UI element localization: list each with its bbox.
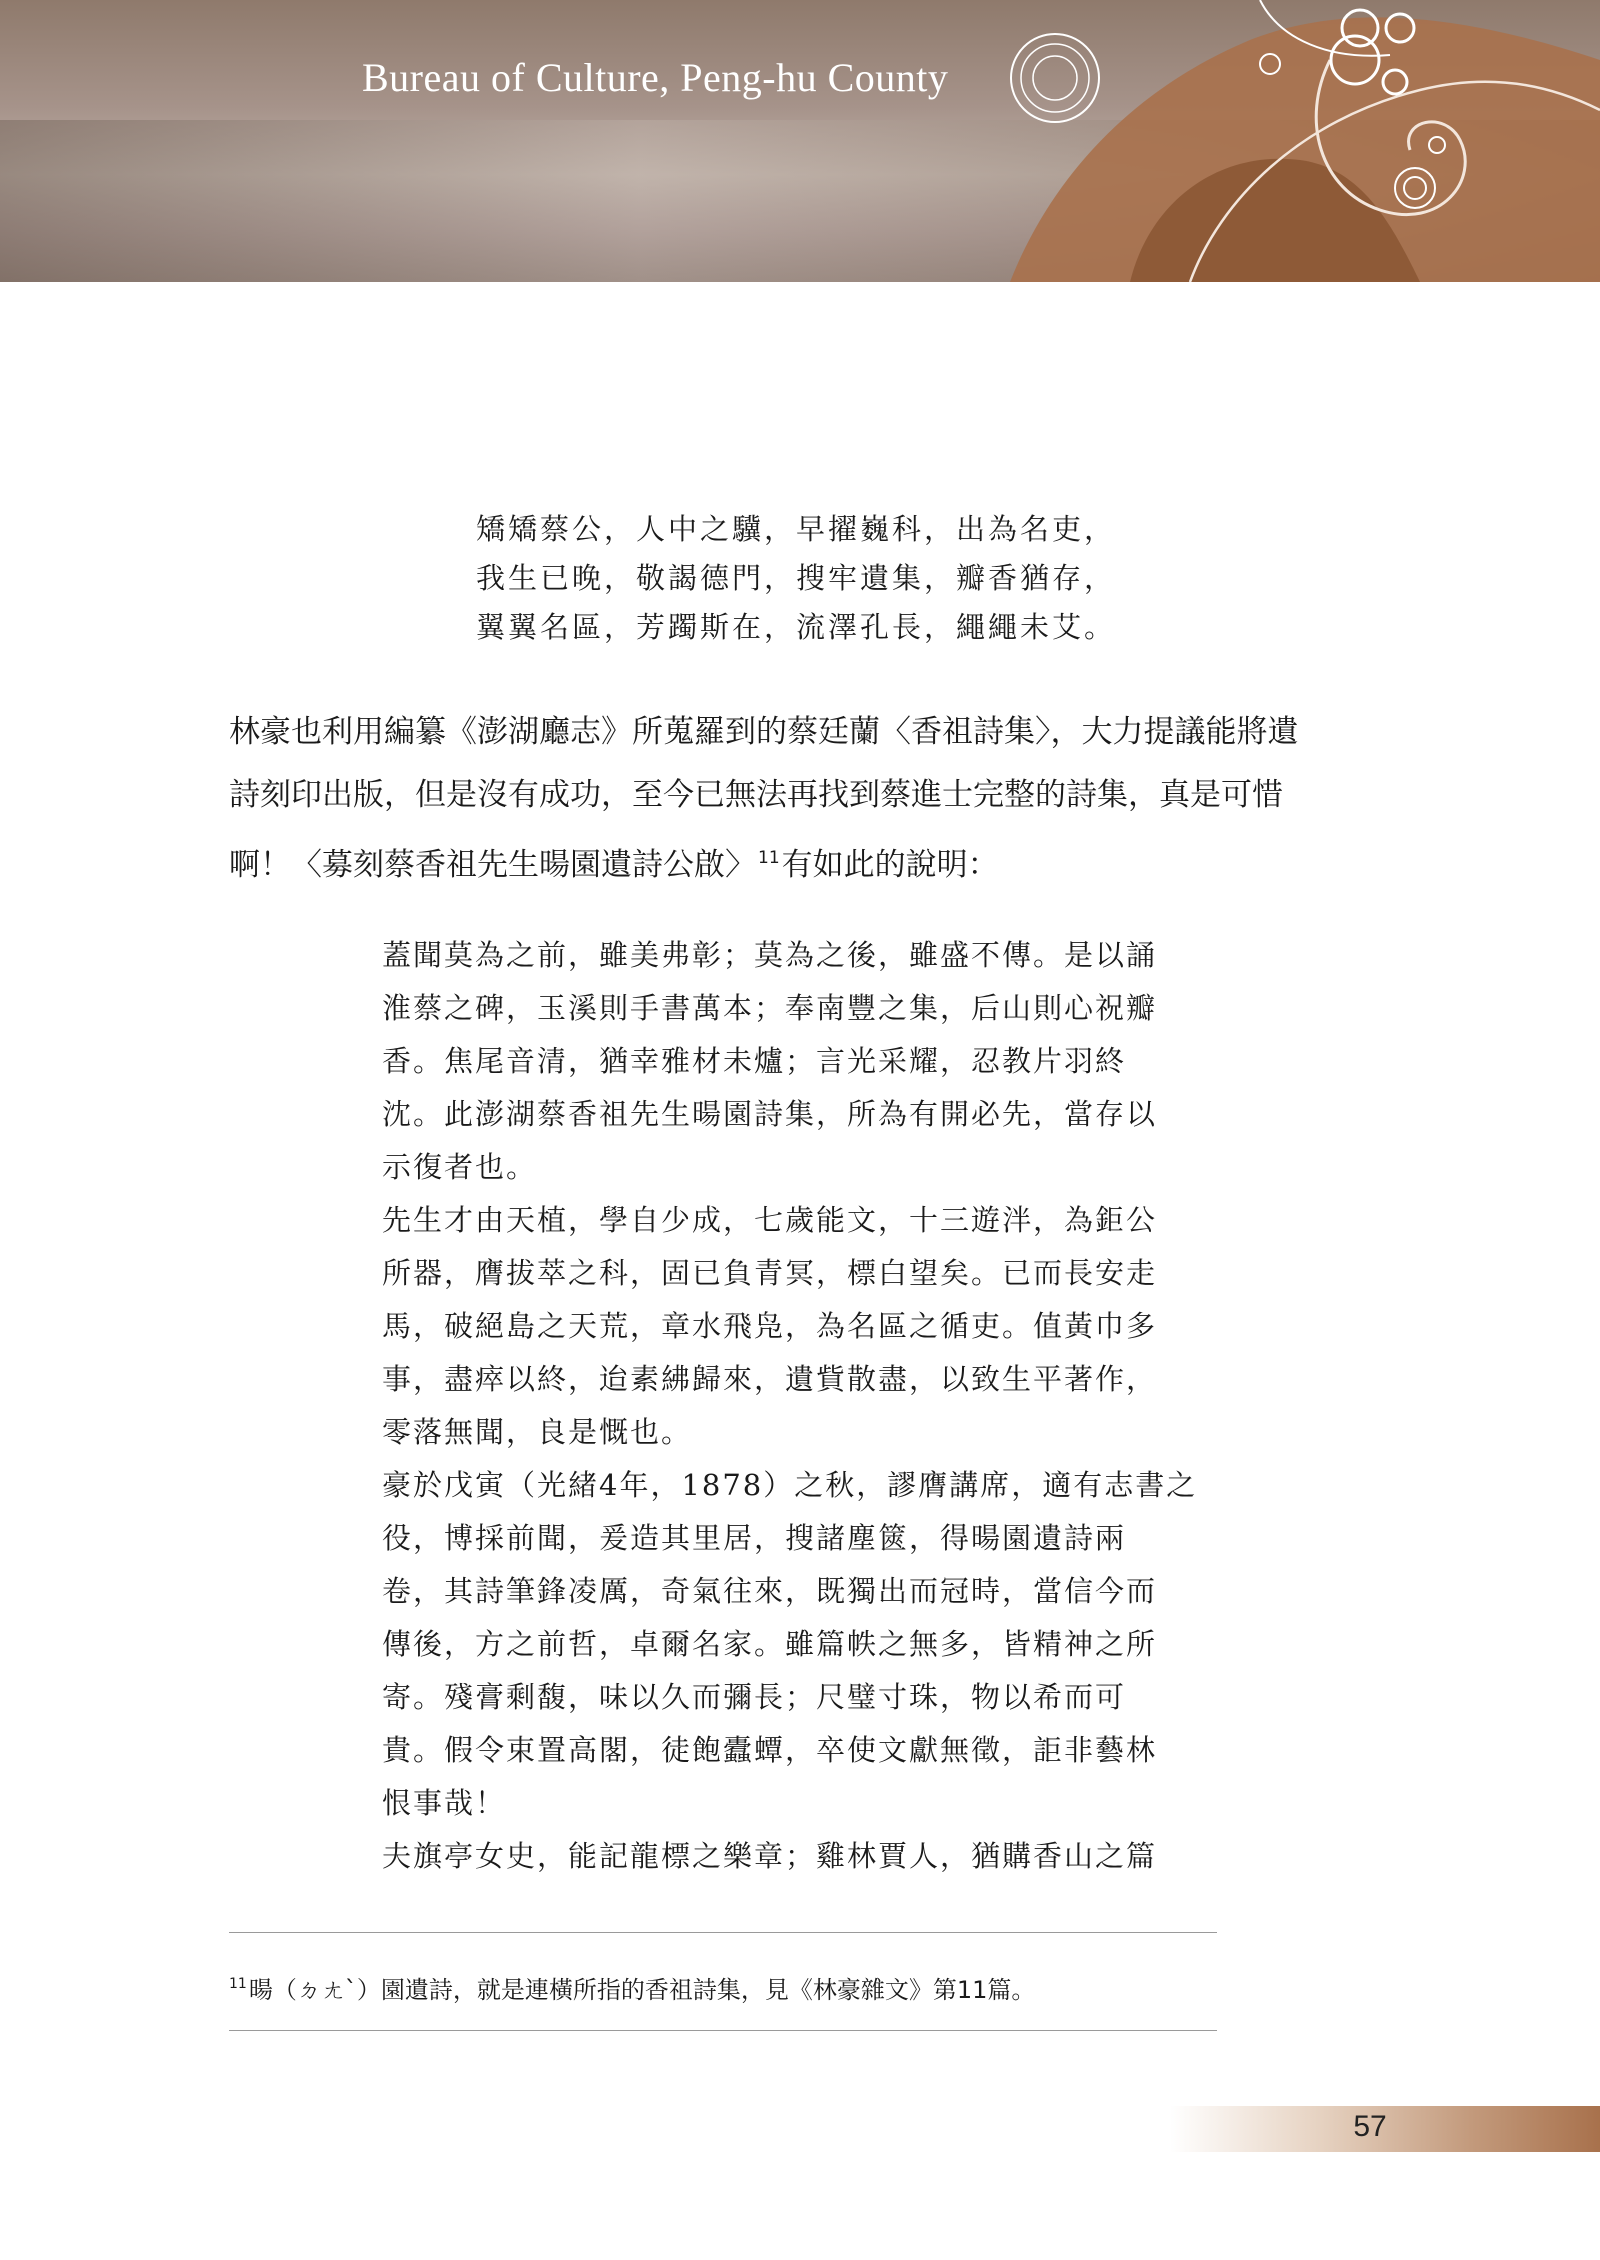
quote-line: 傳後，方之前哲，卓爾名家。雖篇帙之無多，皆精神之所 <box>382 1627 1158 1661</box>
quote-line: 恨事哉！ <box>382 1786 507 1820</box>
header-title: Bureau of Culture, Peng-hu County <box>362 55 949 100</box>
footnote-ref[interactable]: 11 <box>758 848 780 868</box>
quote-line: 香。焦尾音清，猶幸雅材未爐；言光采耀，忍教片羽終 <box>382 1044 1127 1078</box>
body-line: 林豪也利用編纂《澎湖廳志》所蒐羅到的蔡廷蘭〈香祖詩集〉，大力提議能將遺 <box>229 714 1299 750</box>
body-line: 詩刻印出版，但是沒有成功，至今已無法再找到蔡進士完整的詩集，真是可惜 <box>229 777 1283 813</box>
header-swirl-decoration <box>0 0 1600 282</box>
quote-line: 示復者也。 <box>382 1150 538 1184</box>
quote-line: 蓋聞莫為之前，雖美弗彰；莫為之後，雖盛不傳。是以誦 <box>382 938 1158 972</box>
footnote-number: 11 <box>229 1976 247 1992</box>
body-paragraph <box>229 701 1379 897</box>
body-line-text: 啊！〈募刻蔡香祖先生暘園遺詩公啟〉 <box>229 847 756 883</box>
page-header <box>0 0 1600 282</box>
footnote-text: 暘（ㄉㄤˋ）園遺詩，就是連橫所指的香祖詩集，見《林豪雜文》第11篇。 <box>248 1976 1036 2004</box>
quote-line: 馬，破絕島之天荒，章水飛凫，為名區之循吏。值黃巾多 <box>382 1309 1158 1343</box>
quote-block <box>382 929 1197 1883</box>
quote-line: 役，博採前聞，爰造其里居，搜諸塵篋，得暘園遺詩兩 <box>382 1521 1127 1555</box>
body-line <box>229 827 1379 897</box>
quote-line: 豪於戊寅（光緒4年，1878）之秋，謬膺講席，適有志書之 <box>382 1468 1198 1502</box>
quote-line: 卷，其詩筆鋒凌厲，奇氣往來，既獨出而冠時，當信今而 <box>382 1574 1158 1608</box>
verse-line: 矯矯蔡公，人中之驥，早擢巍科，出為名吏， <box>476 512 1117 546</box>
quote-line: 貴。假令束置高閣，徒飽蠹蟫，卒使文獻無徵，詎非藝林 <box>382 1733 1158 1767</box>
footnote-top-rule <box>229 1932 1217 1933</box>
verse-line: 翼翼名區，芳躅斯在，流澤孔長，繩繩未艾。 <box>476 610 1117 644</box>
quote-line: 事，盡瘁以終，迨素紼歸來，遺貲散盡，以致生平著作， <box>382 1362 1158 1396</box>
footnote <box>229 1966 1035 2008</box>
verse-block <box>476 505 1116 652</box>
quote-line: 先生才由天植，學自少成，七歲能文，十三遊泮，為鉅公 <box>382 1203 1158 1237</box>
quote-line: 寄。殘膏剩馥，味以久而彌長；尺璧寸珠，物以希而可 <box>382 1680 1127 1714</box>
quote-line: 所器，膺拔萃之科，固已負青冥，標白望矣。已而長安走 <box>382 1256 1158 1290</box>
quote-line: 零落無聞，良是慨也。 <box>382 1415 693 1449</box>
page-number: 57 <box>1353 2110 1387 2143</box>
body-line-text: 有如此的說明： <box>781 847 999 883</box>
quote-line: 沈。此澎湖蔡香祖先生暘園詩集，所為有開必先，當存以 <box>382 1097 1158 1131</box>
quote-line: 夫旗亭女史，能記龍標之樂章；雞林賈人，猶購香山之篇 <box>382 1839 1158 1873</box>
verse-line: 我生已晚，敬謁德門，搜牢遺集，瓣香猶存， <box>476 561 1117 595</box>
quote-line: 淮蔡之碑，玉溪則手書萬本；奉南豐之集，后山則心祝瓣 <box>382 991 1158 1025</box>
footnote-bottom-rule <box>229 2030 1217 2031</box>
